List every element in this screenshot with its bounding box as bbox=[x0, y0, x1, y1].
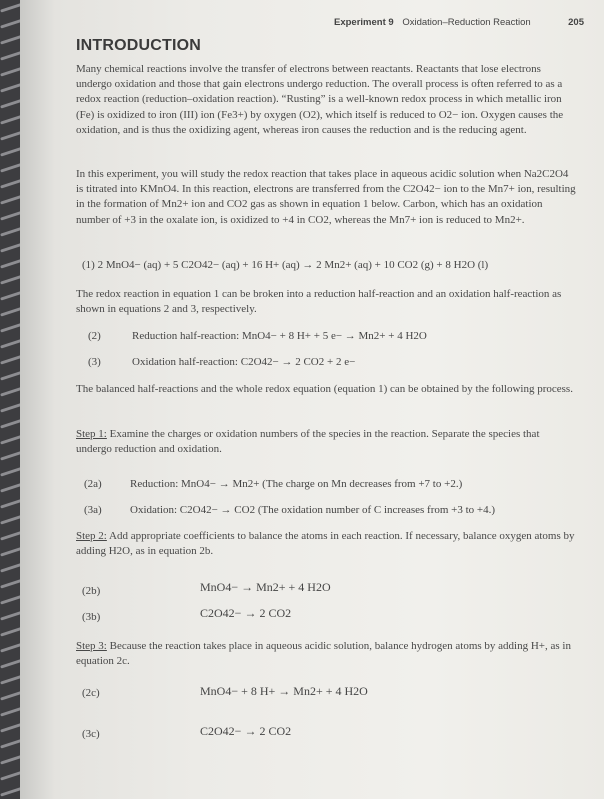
spiral-binding bbox=[0, 0, 20, 799]
equation-3a: Oxidation: C2O42− → CO2 (The oxidation number of C increases from +3 to +4.) bbox=[130, 504, 496, 516]
equation-2a: Reduction: MnO4− → Mn2+ (The charge on Mn decreases from +7 to +2.) bbox=[130, 478, 463, 490]
intro-paragraph-2 bbox=[76, 167, 576, 228]
intro-paragraph-4 bbox=[76, 382, 576, 397]
step-3 bbox=[76, 639, 576, 669]
equation-3-label: (3) bbox=[88, 356, 101, 368]
step-1-text: Examine the charges or oxidation numbers of the species in the reaction. Separate the species that undergo reduction and oxidation. bbox=[76, 428, 540, 456]
equation-2b: MnO4− → Mn2+ + 4 H2O bbox=[200, 580, 331, 594]
equation-3a-label: (3a) bbox=[84, 504, 102, 516]
equation-3b-label: (3b) bbox=[82, 611, 101, 623]
experiment-label: Experiment 9 bbox=[334, 17, 394, 28]
step-2 bbox=[76, 529, 576, 559]
para4-text: The balanced half-reactions and the whole redox equation (equation 1) can be obtained by the following process. bbox=[76, 383, 573, 395]
step-3-text: Because the reaction takes place in aqueous acidic solution, balance hydrogen atoms by adding H+, as in equation 2c. bbox=[76, 640, 571, 668]
step-1-label: Step 1: bbox=[76, 428, 107, 440]
equation-3c-label: (3c) bbox=[82, 728, 100, 740]
equation-2c-label: (2c) bbox=[82, 687, 100, 699]
step-2-text: Add appropriate coefficients to balance the atoms in each reaction. If necessary, balance oxygen atoms by adding H2O, as in equation 2b. bbox=[76, 530, 575, 558]
equation-3: Oxidation half-reaction: C2O42− → 2 CO2 + 2 e− bbox=[132, 356, 356, 368]
step-3-label: Step 3: bbox=[76, 640, 107, 652]
equation-2: Reduction half-reaction: MnO4− + 8 H+ + 5 e− → Mn2+ + 4 H2O bbox=[132, 330, 427, 342]
equation-2a-label: (2a) bbox=[84, 478, 102, 490]
para1-text: Many chemical reactions involve the transfer of electrons between reactants. Reactants that lose electrons undergo oxidation and those that gain electrons undergo reduction. The overall process is often referred to as a redox reaction (reduction–oxidation reaction). “Rusting” is a well-known redox process in which metallic iron (Fe) is oxidized to iron (III) ion (Fe3+) by oxygen (O2), which itself is reduced to O2− ion. Oxygen causes the oxidation, and is thus the oxidizing agent, whereas iron causes the reduction and is the reducing agent. bbox=[76, 63, 564, 136]
equation-2b-label: (2b) bbox=[82, 585, 101, 597]
equation-2c: MnO4− + 8 H+ → Mn2+ + 4 H2O bbox=[200, 684, 368, 698]
intro-paragraph-1 bbox=[76, 62, 576, 138]
textbook-page bbox=[20, 0, 604, 799]
equation-3b: C2O42− → 2 CO2 bbox=[200, 606, 292, 620]
experiment-title: Oxidation–Reduction Reaction bbox=[402, 17, 531, 28]
para2-text: In this experiment, you will study the redox reaction that takes place in aqueous acidic solution when Na2C2O4 is titrated into KMnO4. In this reaction, electrons are transferred from the C2O42− ion to the Mn7+ ion, resulting in the formation of Mn2+ ion and CO2 gas as shown in equation 1 below. Carbon, which has an oxidation number of +3 in the oxalate ion, is oxidized to +4 in CO2, whereas the Mn7+ ion is reduced to Mn2+. bbox=[76, 168, 576, 226]
step-1 bbox=[76, 427, 576, 457]
section-heading: INTRODUCTION bbox=[76, 37, 202, 54]
equation-3c: C2O42− → 2 CO2 bbox=[200, 724, 292, 738]
para3-text: The redox reaction in equation 1 can be broken into a reduction half-reaction and an oxidation half-reaction as shown in equations 2 and 3, respectively. bbox=[76, 288, 562, 316]
step-2-label: Step 2: bbox=[76, 530, 107, 542]
page-number: 205 bbox=[568, 17, 584, 28]
running-head bbox=[334, 17, 584, 28]
equation-1: (1) 2 MnO4− (aq) + 5 C2O42− (aq) + 16 H+ (aq) → 2 Mn2+ (aq) + 10 CO2 (g) + 8 H2O (l) bbox=[82, 259, 489, 271]
equation-2-label: (2) bbox=[88, 330, 101, 342]
intro-paragraph-3 bbox=[76, 287, 576, 317]
